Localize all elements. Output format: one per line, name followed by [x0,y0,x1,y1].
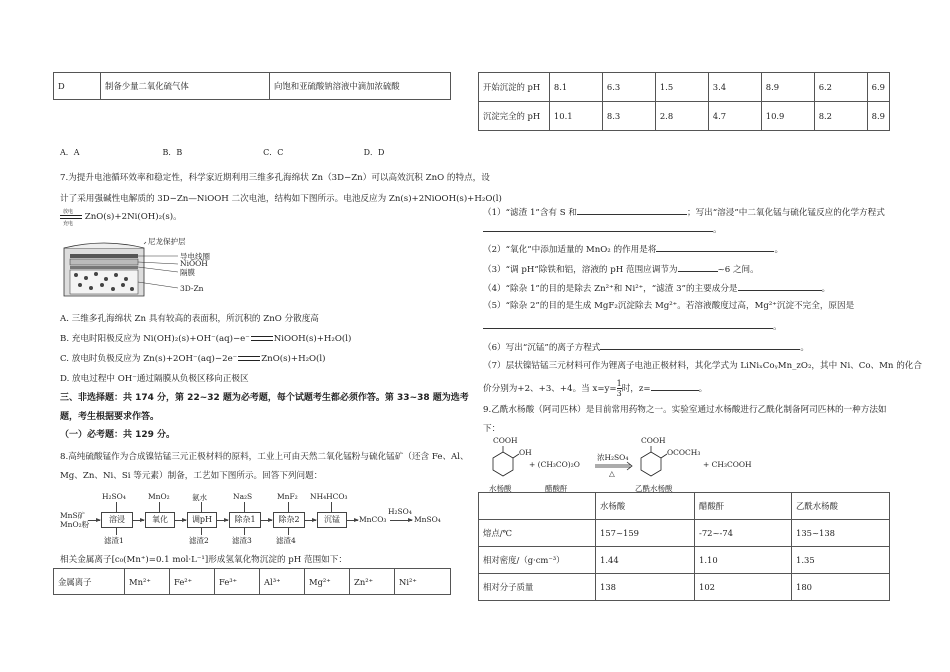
reagent-mnf2: MnF₂ [277,492,298,501]
q2-text-a: （2）“氧化”中添加适量的 MnO₂ 的作用是将 [483,245,657,255]
table-cell: Ni²⁺ [395,569,451,595]
q5-text-b: 。 [773,322,782,332]
q6-text-a: （6）写出“沉锰”的离子方程式 [483,343,601,353]
q8-sub1-cont [483,222,722,236]
table-cell: 8.9 [761,73,814,102]
step-leaching: 溶浸 [101,512,133,528]
q8-line2: Mg、Zn、Ni、Si 等元素）制备，工艺如下图所示。回答下列问题： [60,471,323,481]
residue-2: 滤渣2 [189,536,209,545]
reagent-na2s: Na₂S [233,492,253,501]
table-row [479,547,890,574]
table-cell: 1.10 [695,547,792,574]
flow-arrow [260,520,272,521]
option-c: C．C [263,148,284,157]
q8-sub1 [483,205,885,219]
option-c-right: ZnO(s)+H₂O(l) [261,354,326,364]
answer-blank [678,262,718,272]
q3-text-b: ~6 之间。 [717,265,759,275]
q7-text-d: 。 [698,384,708,394]
salicylic-oh: OH [519,448,532,457]
table-cell: 3.4 [708,73,761,102]
option-c-left: C. 放电时负极反应为 Zn(s)+2OH⁻(aq)−2e⁻ [60,354,238,364]
table-cell: 醋酸酐 [695,493,792,520]
q3-text-a: （3）“调 pH”除铁和铝，溶液的 pH 范围应调节为 [483,265,678,275]
table-cell [479,493,596,520]
property-table [478,492,890,601]
table-cell: 1.5 [655,73,708,102]
table-cell: 沉淀完全的 pH [479,102,550,131]
label-separator: 隔膜 [180,268,195,277]
flow-arrow [304,520,316,521]
step-remove2: 除杂2 [273,512,305,528]
flow-arrow [174,520,186,521]
reversible-arrow [60,208,82,227]
answer-blank [483,319,773,329]
table-cell: 8.9 [867,102,889,131]
reagent-mno2: MnO₂ [148,492,170,501]
reaction-condition: 浓H₂SO₄ [597,453,629,462]
answer-blank [656,242,774,252]
residue-3: 滤渣3 [232,536,252,545]
label-niooh: NiOOH [180,259,208,268]
table-cell: Mg²⁺ [305,569,350,595]
reaction-scheme [483,436,893,494]
ph-table-rows [478,72,890,131]
q7-option-c [60,353,326,365]
aspirin-ester: OCOCH₃ [667,448,701,457]
table-cell: 乙酰水杨酸 [792,493,890,520]
table-cell: 8.1 [549,73,602,102]
raw-mno2: MnO₂粉 [60,520,90,529]
table-cell: 相对分子质量 [479,574,596,601]
table-cell: 138 [596,574,695,601]
table-cell: 6.3 [602,73,655,102]
q4-text-a: （4）“除杂 1”的目的是除去 Zn²⁺和 Ni²⁺，“滤渣 3”的主要成分是 [483,284,738,294]
fraction-denominator: 3 [616,389,622,398]
answer-blank [600,340,800,350]
q8-sub2 [483,242,783,256]
table-cell: 4.7 [708,102,761,131]
name-aspirin: 乙酰水杨酸 [635,484,673,493]
fraction-numerator: 1 [616,379,622,388]
table-row [479,73,890,102]
reagent-ammonia: 氨水 [192,493,207,502]
q7-reaction-products: ZnO(s)+2Ni(OH)₂(s)。 [84,212,182,222]
option-b: B．B [162,148,183,157]
q8-sub6 [483,340,809,354]
q1-text-c: 。 [713,225,722,235]
q6-option-d-table [53,72,451,100]
reaction-heat: △ [609,469,615,478]
q7-text-b: 价分别为+2、+3、+4。当 x=y= [483,384,617,394]
section3-subheading: （一）必考题：共 129 分。 [60,430,176,440]
q8-sub5: （5）“除杂 2”的目的是生成 MgF₂沉淀除去 Mg²⁺。若溶液酸度过高，Mg²⁺沉淀不完全，原因是 [483,301,855,311]
table-cell: 向饱和亚硫酸钠溶液中滴加浓硫酸 [270,73,451,100]
q9-line1: 9.乙酰水杨酸（阿司匹林）是目前常用药物之一。实验室通过水杨酸进行乙酰化制备阿司匹林的一种方法如 [483,405,887,415]
flow-arrow [390,520,412,521]
table-cell: D [54,73,101,100]
reagent-h2so4-final: H₂SO₄ [388,507,412,516]
table-cell: 6.9 [867,73,889,102]
table-row [479,493,890,520]
q1-text-b: ；写出“溶浸”中二氧化锰与硫化锰反应的化学方程式 [686,208,885,218]
table-cell: 制备少量二氧化硫气体 [101,73,270,100]
flow-arrow [216,520,228,521]
q9-line2: 下： [483,424,501,434]
table-row [479,102,890,131]
answer-blank [577,205,687,215]
product-mnco3: MnCO₃ [359,515,387,524]
product-mnso4: MnSO₄ [414,515,441,524]
table-cell: 135~138 [792,520,890,547]
section3-heading-line1: 三、非选择题：共 174 分，第 22~32 题为必考题，每个试题考生都必须作答。第 33~38 题为选考 [60,393,469,403]
answer-blank [483,222,713,232]
label-conductive-coil: 导电线圈 [180,252,210,261]
equals-sign [251,336,273,341]
arrow-label-charge: 充电 [63,220,74,227]
table-cell: 相对密度/（g·cm⁻³） [479,547,596,574]
q7-option-a: A. 三维多孔海绵状 Zn 具有较高的表面积，所沉积的 ZnO 分散度高 [60,314,319,324]
equals-sign [238,356,260,361]
table-cell: 水杨酸 [596,493,695,520]
table-cell: 6.2 [814,73,867,102]
q8-line1: 8.高纯硫酸锰作为合成镍钴锰三元正极材料的原料，工业上可由天然二氧化锰粉与硫化锰矿（还含 Fe、Al、 [60,452,469,462]
q7-option-d: D. 放电过程中 OH⁻通过隔膜从负极区移向正极区 [60,374,249,384]
q8-sub5-cont [483,319,782,333]
table-row [479,574,890,601]
option-b-right: NiOOH(s)+H₂O(l) [273,334,352,344]
q8-sub3 [483,262,759,276]
option-b-left: B. 充电时阳极反应为 Ni(OH)₂(s)+OH⁻(aq)−e⁻ [60,334,250,344]
table-cell: 102 [695,574,792,601]
q7-text-c: 时，z= [621,384,651,394]
table-cell: 10.9 [761,102,814,131]
table-cell: 开始沉淀的 pH [479,73,550,102]
reagent-nh4hco3: NH₄HCO₃ [310,492,348,501]
flow-arrow [88,520,100,521]
q1-text-a: （1）“滤渣 1”含有 S 和 [483,208,577,218]
table-cell: Al³⁺ [260,569,305,595]
q2-text-b: 。 [774,245,784,255]
flow-arrow [346,520,358,521]
table-cell: 2.8 [655,102,708,131]
name-anhydride: 醋酸酐 [545,484,568,493]
table-cell: 1.44 [596,547,695,574]
table-cell: 10.1 [549,102,602,131]
residue-1: 滤渣1 [104,536,124,545]
plus-acetic-acid: + CH₃COOH [703,460,752,469]
table-cell: 金属离子 [54,569,125,595]
table-cell: Mn²⁺ [125,569,170,595]
table-cell: -72~-74 [695,520,792,547]
step-oxidation: 氧化 [145,512,175,528]
option-a: A．A [60,148,80,157]
reagent-h2so4: H₂SO₄ [102,492,126,501]
q6-options [60,147,384,159]
aspirin-cooh: COOH [641,436,666,445]
table-cell: 8.3 [602,102,655,131]
q7-option-b [60,333,351,345]
q6-text-b: 。 [800,343,809,353]
label-3d-zn: 3D-Zn [180,284,204,293]
step-adjust-ph: 调pH [187,512,217,528]
battery-illustration [60,238,270,300]
answer-blank [651,381,699,391]
table-cell: Fe²⁺ [170,569,215,595]
flow-arrow [132,520,144,521]
q7-line1: 7.为提升电池循环效率和稳定性，科学家近期利用三维多孔海绵状 Zn（3D−Zn）可以高效沉积 ZnO 的特点，设 [60,173,490,183]
step-remove1: 除杂1 [229,512,261,528]
table-cell: 157~159 [596,520,695,547]
process-flowchart [60,488,450,548]
battery-diagram [60,238,270,300]
label-nylon-layer: 尼龙保护层 [148,237,186,246]
q8-table-intro: 相关金属离子[c₀(Mn⁺)=0.1 mol·L⁻¹]形成氢氧化物沉淀的 pH 范围如下： [60,555,347,565]
table-cell: 8.2 [814,102,867,131]
q8-sub7-cont [483,379,707,398]
table-cell: 1.35 [792,547,890,574]
table-row [479,520,890,547]
section3-heading-line2: 题，考生根据要求作答。 [60,412,160,422]
step-precip-mn: 沉锰 [317,512,347,528]
table-cell: Fe³⁺ [215,569,260,595]
table-cell: 180 [792,574,890,601]
answer-blank [738,281,822,291]
q7-line3 [60,208,182,227]
q8-sub4 [483,281,830,295]
q8-sub7: （7）层状镍钴锰三元材料可作为锂离子电池正极材料，其化学式为 LiNiₓCoᵧMn_zO₂，其中 Ni、Co、Mn 的化合 [483,361,922,371]
arrow-label-discharge: 放电 [63,208,74,215]
ph-table-header [53,568,451,595]
salicylic-cooh: COOH [493,436,518,445]
option-d: D．D [363,148,385,157]
name-salicylic: 水杨酸 [489,484,512,493]
table-cell: 熔点/℃ [479,520,596,547]
raw-mns: MnS矿 [60,511,86,520]
residue-4: 滤渣4 [276,536,296,545]
q4-text-b: 。 [821,284,831,294]
table-cell: Zn²⁺ [350,569,395,595]
plus-anhydride: + (CH₃CO)₂O [529,460,580,469]
q7-line2: 计了采用强碱性电解质的 3D−Zn—NiOOH 二次电池，结构如下图所示。电池反应为 Zn(s)+2NiOOH(s)+H₂O(l) [60,194,502,204]
